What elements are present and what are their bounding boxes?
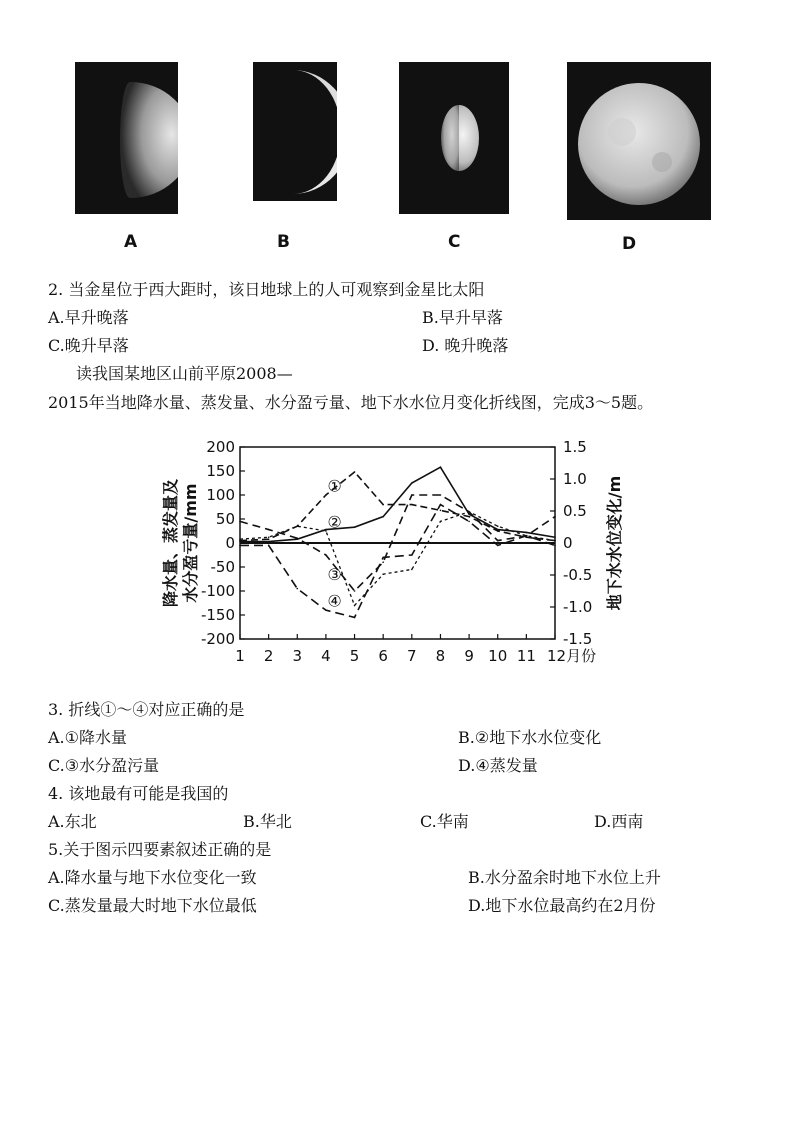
data-point [296,588,298,590]
data-point [325,554,327,556]
question-2-option-b: B.早升早落 [422,308,503,327]
left-tick-label: -50 [210,558,235,576]
x-tick-label: 9 [464,647,474,665]
right-tick-label: 0 [563,534,573,552]
phase-label-c: C [448,232,461,252]
data-point [411,504,413,506]
series-label: ③ [327,565,342,585]
question-5-option-c: C.蒸发量最大时地下水位最低 [48,896,257,915]
data-point [468,513,470,515]
data-point [382,504,384,506]
intro-line-2: 2015年当地降水量、蒸发量、水分盈亏量、地下水水位月变化折线图，完成3～5题。 [48,393,654,412]
data-point [526,532,528,534]
data-point [440,510,442,512]
question-2-option-c: C.晚升早落 [48,336,129,355]
x-tick-label: 8 [435,647,446,665]
left-tick-label: 200 [206,438,235,456]
data-point [554,536,556,538]
data-point [497,530,499,532]
question-4-option-a: A.东北 [48,812,97,831]
x-tick-label: 11 [516,647,536,665]
data-point [497,545,499,547]
series-label: ④ [327,591,342,611]
series-label: ② [327,512,342,532]
data-point [296,525,298,527]
data-point [296,538,298,540]
phase-label-b: B [277,232,290,252]
x-tick-label: 7 [407,647,417,665]
data-point [440,504,442,506]
x-tick-label: 12月份 [547,647,597,665]
data-point [382,561,384,563]
question-2-option-d: D. 晚升晚落 [422,336,509,355]
data-point [554,545,556,547]
left-tick-label: -150 [200,606,235,624]
data-point [468,521,470,523]
right-tick-label: -0.5 [563,566,593,584]
venus-phase-photo-a [75,62,178,214]
data-point [354,617,356,619]
left-tick-label: -200 [200,630,235,648]
venus-phase-photo-d [567,62,711,220]
left-tick-label: 0 [225,534,235,552]
question-3-option-b: B.②地下水水位变化 [458,728,602,747]
question-3-stem: 3. 折线①～④对应正确的是 [48,700,245,719]
left-tick-label: 100 [206,486,235,504]
data-point [239,545,241,547]
intro-line-1: 读我国某地区山前平原2008— [76,364,293,383]
data-point [382,573,384,575]
left-tick-label: -100 [200,582,235,600]
data-point [354,590,356,592]
venus-phase-photo-b [253,62,337,201]
venus-phase-photo-c [399,62,509,214]
data-point [325,529,327,531]
x-tick-label: 4 [321,647,331,665]
data-point [440,521,442,523]
right-tick-label: 1.0 [563,470,587,488]
x-tick-label: 3 [292,647,303,665]
right-axis-title: 地下水水位变化/m [605,475,624,611]
phase-label-a: A [124,232,138,252]
data-point [268,545,270,547]
data-point [354,471,356,473]
question-3-option-d: D.④蒸发量 [458,756,538,775]
question-4-stem: 4. 该地最有可能是我国的 [48,784,229,803]
left-tick-label: 150 [206,462,235,480]
data-point [411,554,413,556]
left-axis-title: 降水量、蒸发量及水分盈亏量/mm [161,478,200,608]
question-3-option-c: C.③水分盈污量 [48,756,160,775]
question-2-option-a: A.早升晚落 [48,308,129,327]
data-point [554,540,556,542]
data-point [411,569,413,571]
data-point [497,529,499,531]
data-point [440,466,442,468]
right-tick-label: 1.5 [563,438,587,456]
question-3-option-a: A.①降水量 [48,728,127,747]
groundwater-line-chart [150,430,660,670]
data-point [354,605,356,607]
series-label: ① [327,476,342,496]
series-line-4 [240,505,555,618]
data-point [268,536,270,538]
series-line-3 [240,512,555,606]
phase-label-d: D [622,234,637,254]
x-tick-label: 10 [488,647,508,665]
data-point [411,482,413,484]
x-tick-label: 1 [235,647,245,665]
data-point [554,516,556,518]
question-4-option-b: B.华北 [243,812,292,831]
data-point [382,516,384,518]
data-point [239,541,241,543]
question-4-option-d: D.西南 [594,812,644,831]
left-tick-label: 50 [215,510,235,528]
right-tick-label: -1.5 [563,630,593,648]
x-tick-label: 2 [263,647,274,665]
data-point [354,526,356,528]
data-point [468,516,470,518]
question-5-option-a: A.降水量与地下水位变化一致 [48,868,257,887]
question-2-stem: 2. 当金星位于西大距时，该日地球上的人可观察到金星比太阳 [48,280,485,299]
right-tick-label: 0.5 [563,502,587,520]
data-point [239,538,241,540]
data-point [268,529,270,531]
data-point [382,557,384,559]
right-tick-label: -1.0 [563,598,593,616]
question-5-option-d: D.地下水位最高约在2月份 [468,896,656,915]
question-5-option-b: B.水分盈余时地下水位上升 [468,868,661,887]
x-tick-label: 6 [378,647,388,665]
data-point [239,521,241,523]
data-point [440,494,442,496]
x-tick-label: 5 [349,647,360,665]
question-5-stem: 5.关于图示四要素叙述正确的是 [48,840,272,859]
data-point [497,525,499,527]
data-point [411,494,413,496]
question-4-option-c: C.华南 [420,812,469,831]
data-point [526,535,528,537]
data-point [268,538,270,540]
data-point [268,541,270,543]
data-point [497,540,499,542]
